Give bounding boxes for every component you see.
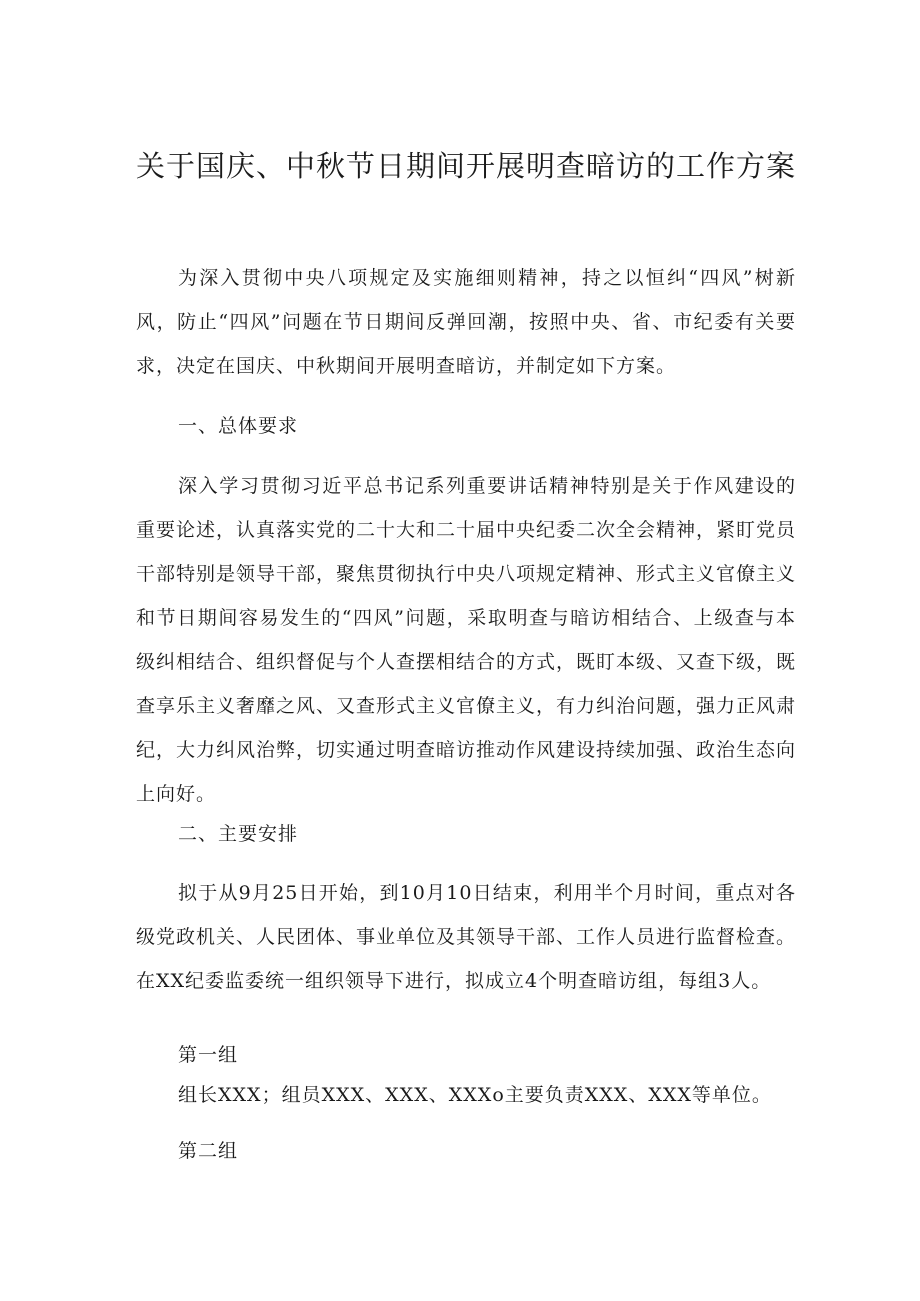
document-title: 关于国庆、中秋节日期间开展明查暗访的工作方案 [136,149,797,183]
group-1-detail: 组长XXX；组员XXX、XXX、XXXo主要负责XXX、XXX等单位。 [178,1084,772,1106]
group-2-name: 第二组 [178,1140,239,1162]
intro-paragraph: 为深入贯彻中央八项规定及实施细则精神，持之以恒纠“四风”树新风，防止“四风”问题在节日期间反弹回潮，按照中央、省、市纪委有关要求，决定在国庆、中秋期间开展明查暗访，并制定如下方案。 [136,267,796,377]
section-1-body: 深入学习贯彻习近平总书记系列重要讲话精神特别是关于作风建设的重要论述，认真落实党的二十大和二十届中央纪委二次全会精神，紧盯党员干部特别是领导干部，聚焦贯彻执行中央八项规定精神、形式主义官僚主义和节日期间容易发生的“四风”问题，采取明查与暗访相结合、上级查与本级纠相结合、组织督促与个人查摆相结合的方式，既盯本级、又查下级，既查享乐主义奢靡之风、又查形式主义官僚主义，有力纠治问题，强力正风肃纪，大力纠风治弊，切实通过明查暗访推动作风建设持续加强、政治生态向上向好。 [136,475,797,805]
section-2-heading: 二、主要安排 [178,823,299,845]
section-2-body: 拟于从9月25日开始，到10月10日结束，利用半个月时间，重点对各级党政机关、人民团体、事业单位及其领导干部、工作人员进行监督检查。在XX纪委监委统一组织领导下进行，拟成立4个明查暗访组，每组3人。 [136,882,797,992]
section-1-heading: 一、总体要求 [178,415,299,437]
group-1-name: 第一组 [178,1044,239,1066]
